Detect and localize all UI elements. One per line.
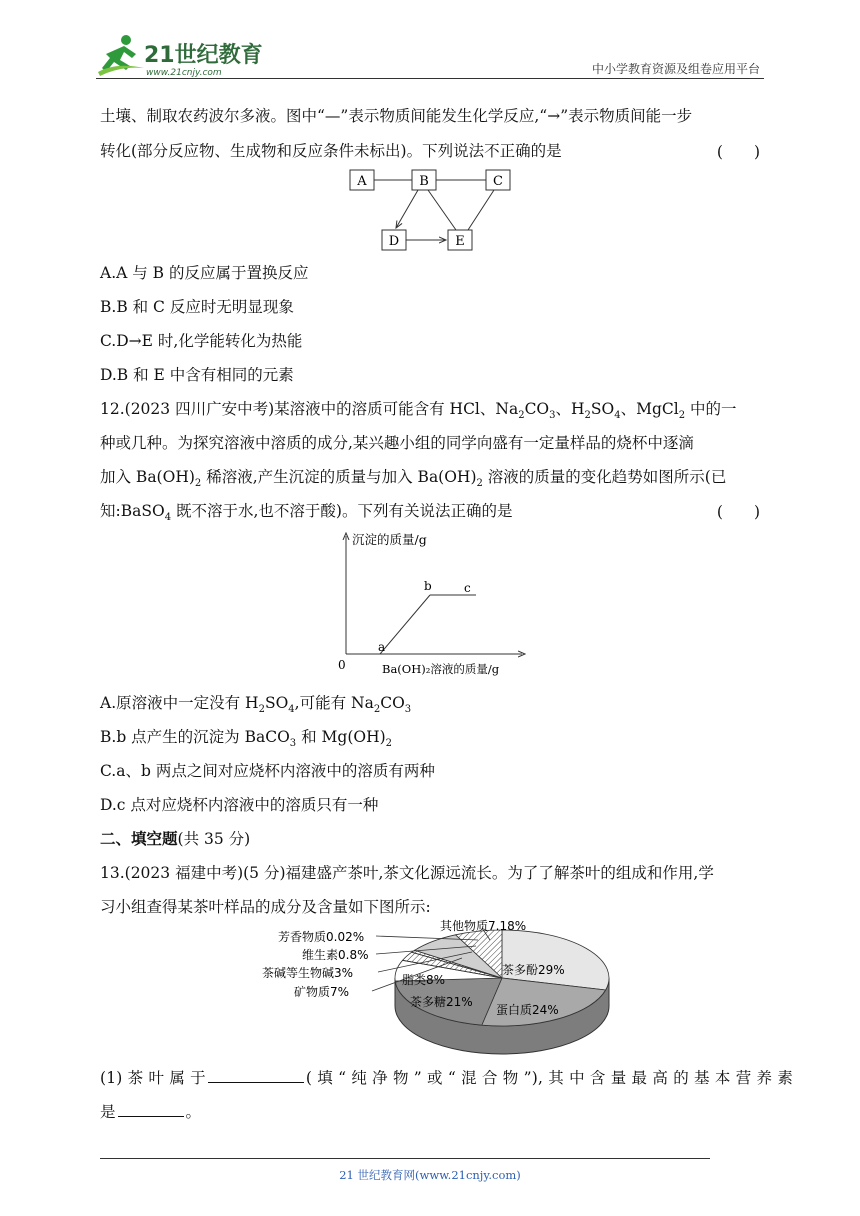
footer-text: 21 世纪教育网(www.21cnjy.com) (339, 1168, 521, 1182)
q12-graph (330, 528, 530, 680)
q13-sub1-line1: (1) 茶 叶 属 于 ( 填 “ 纯 净 物 ” 或 “ 混 合 物 ”), 其 中 含 量 最 高 的 基 本 营 养 素 (100, 1066, 793, 1089)
edge-b-e (428, 190, 456, 230)
label-lipid: 脂类8% (402, 973, 446, 987)
q11-option-a: A.A 与 B 的反应属于置换反应 (100, 264, 309, 282)
label-mineral: 矿物质7% (294, 985, 350, 999)
footer-divider (100, 1158, 710, 1159)
point-b-label: b (424, 579, 432, 593)
label-protein: 蛋白质24% (496, 1003, 559, 1017)
edge-c-e (468, 190, 494, 230)
q11-option-b: B.B 和 C 反应时无明显现象 (100, 298, 294, 316)
q13-line2: 习小组查得某茶叶样品的成分及含量如下图所示: (100, 898, 431, 916)
node-e-label: E (455, 234, 465, 249)
answer-blank-1[interactable] (208, 1066, 304, 1083)
q12-option-c: C.a、b 两点之间对应烧杯内溶液中的溶质有两种 (100, 762, 435, 780)
label-aromatic: 芳香物质0.02% (278, 930, 365, 944)
q12-answer-paren: ( ) (716, 503, 760, 521)
x-axis-label: Ba(OH)₂溶液的质量/g (382, 662, 500, 676)
q12-option-b: B.b 点产生的沉淀为 BaCO$_3$ 和 $Mg(OH)_2$ (100, 728, 393, 750)
q11-diagram (340, 164, 520, 256)
platform-name: 中小学教育资源及组卷应用平台 (591, 62, 760, 76)
node-d-label: D (388, 234, 400, 249)
q12-line1: 12.(2023 四川广安中考)某溶液中的溶质可能含有 HCl、$Na_2CO_3$、$H_2SO_4$、MgCl$_2$ 中的一 (100, 400, 737, 422)
q12-line3: 加入 $Ba(OH)_2$ 稀溶液,产生沉淀的质量与加入 $Ba(OH)_2$ 溶液的质量的变化趋势如图所示(已 (100, 468, 727, 490)
label-vitamin: 维生素0.8% (302, 948, 369, 962)
q12-option-a: A.原溶液中一定没有 $H_2SO_4$,可能有 $Na_2CO_3$ (100, 694, 412, 716)
q11-line1: 土壤、制取农药波尔多液。图中“—”表示物质间能发生化学反应,“→”表示物质间能一步 (100, 107, 693, 125)
node-a-label: A (357, 174, 367, 189)
node-b-label: B (419, 174, 429, 189)
y-axis-label: 沉淀的质量/g (352, 532, 427, 547)
q12-option-d: D.c 点对应烧杯内溶液中的溶质只有一种 (100, 796, 379, 814)
edge-b-to-d (396, 190, 418, 228)
logo-url: www.21cnjy.com (146, 68, 222, 78)
site-logo (96, 32, 266, 80)
q12-line4: 知:BaSO$_4$ 既不溶于水,也不溶于酸)。下列有关说法正确的是 (100, 502, 513, 524)
point-c-label: c (464, 581, 471, 595)
label-polyphenol: 茶多酚29% (502, 963, 565, 977)
point-a-label: a (378, 640, 386, 654)
node-c-label: C (493, 174, 503, 189)
label-other: 其他物质7.18% (440, 919, 527, 933)
origin-label: 0 (338, 658, 346, 672)
answer-blank-2[interactable] (118, 1100, 184, 1117)
curve-a-b (380, 595, 430, 654)
section-heading: 二、填空题(共 35 分) (100, 830, 251, 848)
label-alkaloid: 茶碱等生物碱3% (262, 966, 354, 980)
q11-option-c: C.D→E 时,化学能转化为热能 (100, 332, 303, 350)
q12-line2: 种或几种。为探究溶液中溶质的成分,某兴趣小组的同学向盛有一定量样品的烧杯中逐滴 (100, 434, 694, 452)
logo-text: 21世纪教育 (144, 43, 263, 68)
runner-icon (98, 35, 144, 76)
q13-pie-chart (250, 914, 620, 1060)
q11-line2: 转化(部分反应物、生成物和反应条件未标出)。下列说法不正确的是 (100, 142, 562, 160)
q13-line1: 13.(2023 福建中考)(5 分)福建盛产茶叶,茶文化源远流长。为了了解茶叶的组成和作用,学 (100, 864, 714, 882)
label-polysaccharide: 茶多糖21% (410, 995, 473, 1009)
header-divider (96, 78, 764, 79)
q13-sub1-line2: 是 。 (100, 1100, 201, 1123)
q11-answer-paren: ( ) (716, 143, 760, 161)
q11-option-d: D.B 和 E 中含有相同的元素 (100, 366, 294, 384)
